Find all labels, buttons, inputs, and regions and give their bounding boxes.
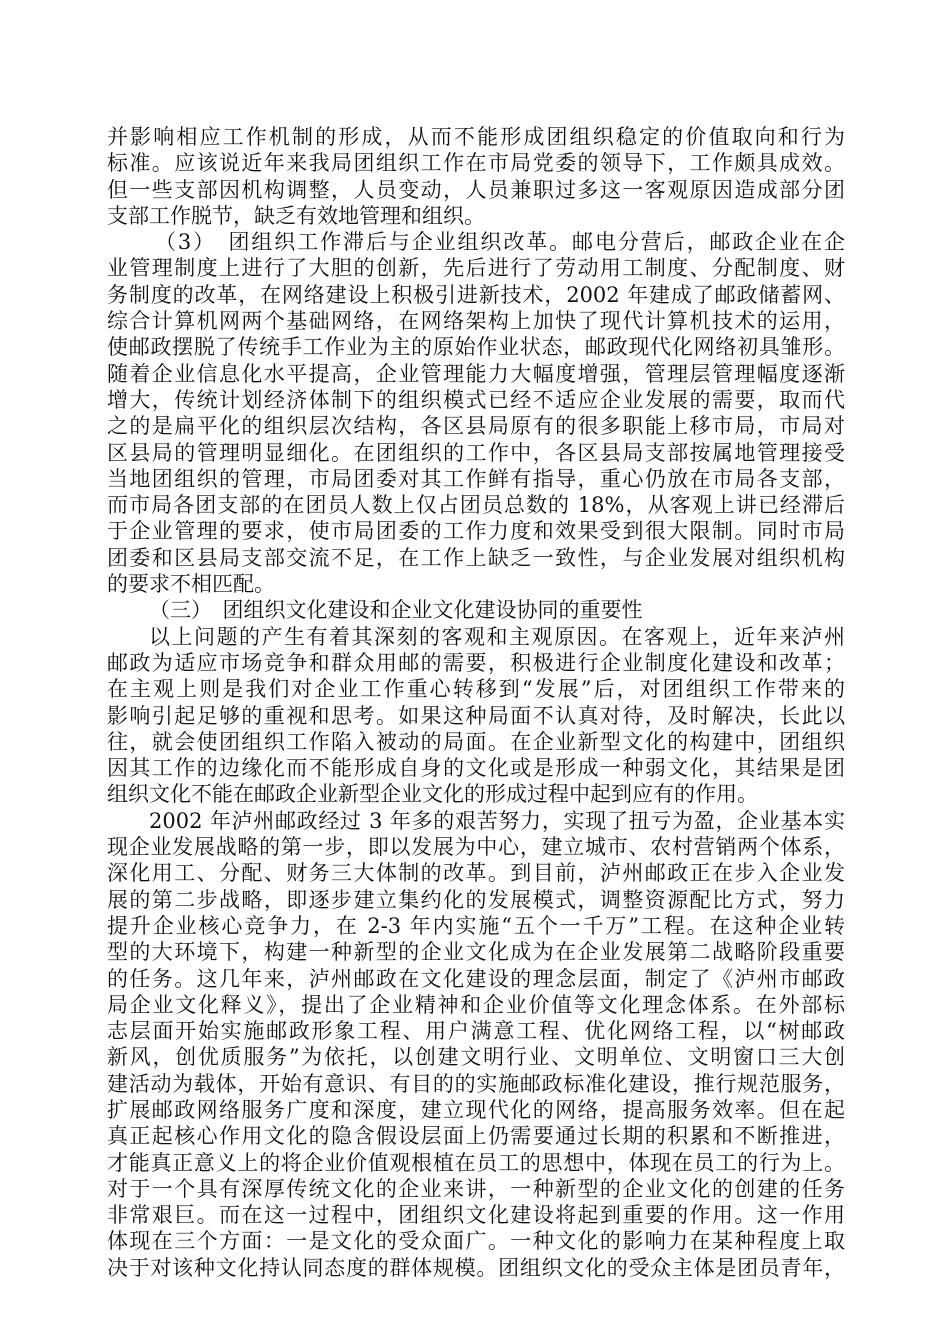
text-line: 真正起核心作用文化的隐含假设层面上仍需要通过长期的积累和不断推进，	[107, 1124, 845, 1149]
text-line: 决于对该种文化持认同态度的群体规模。团组织文化的受众主体是团员青年，	[107, 1255, 845, 1280]
paragraph	[107, 229, 845, 597]
text-line: 增大，传统计划经济体制下的组织模式已经不适应企业发展的需要，取而代	[107, 387, 845, 412]
paragraph	[107, 124, 845, 229]
text-line: 在主观上则是我们对企业工作重心转移到“发展”后，对团组织工作带来的	[107, 677, 845, 702]
text-line: 往，就会使团组织工作陷入被动的局面。在企业新型文化的构建中，团组织	[107, 729, 845, 754]
text-line: 型的大环境下，构建一种新型的企业文化成为在企业发展第二战略阶段重要	[107, 940, 845, 965]
text-line: 使邮政摆脱了传统手工作业为主的原始作业状态，邮政现代化网络初具雏形。	[107, 335, 845, 360]
text-line: 但一些支部因机构调整，人员变动，人员兼职过多这一客观原因造成部分团	[107, 177, 845, 202]
paragraph	[107, 808, 845, 1281]
text-line: 的要求不相匹配。	[107, 572, 275, 597]
text-line: 志层面开始实施邮政形象工程、用户满意工程、优化网络工程，以“树邮政	[107, 1019, 845, 1044]
text-line: 而市局各团支部的在团员人数上仅占团员总数的 18%，从客观上讲已经滞后	[107, 493, 845, 518]
text-line: 体现在三个方面：一是文化的受众面广。一种文化的影响力在某种程度上取	[107, 1229, 845, 1254]
text-line: 的任务。这几年来，泸州邮政在文化建设的理念层面，制定了《泸州市邮政	[107, 966, 845, 991]
text-line: （3） 团组织工作滞后与企业组织改革。邮电分营后，邮政企业在企	[155, 230, 845, 255]
text-line: 团委和区县局支部交流不足，在工作上缺乏一致性，与企业发展对组织机构	[107, 545, 845, 570]
text-line: 对于一个具有深厚传统文化的企业来讲，一种新型的企业文化的创建的任务	[107, 1176, 845, 1201]
text-line: 2002 年泸州邮政经过 3 年多的艰苦努力，实现了扭亏为盈，企业基本实	[149, 808, 845, 833]
document-page	[107, 124, 845, 1281]
text-line: 提升企业核心竞争力，在 2-3 年内实施“五个一千万”工程。在这种企业转	[107, 913, 845, 938]
text-line: 非常艰巨。而在这一过程中，团组织文化建设将起到重要的作用。这一作用	[107, 1203, 845, 1228]
text-line: 综合计算机网两个基础网络，在网络架构上加快了现代计算机技术的运用，	[107, 309, 845, 334]
text-line: 业管理制度上进行了大胆的创新，先后进行了劳动用工制度、分配制度、财	[107, 256, 845, 281]
text-line: 新风，创优质服务”为依托，以创建文明行业、文明单位、文明窗口三大创	[107, 1045, 845, 1070]
text-line: 影响引起足够的重视和思考。如果这种局面不认真对待，及时解决，长此以	[107, 703, 845, 728]
text-line: 当地团组织的管理，市局团委对其工作鲜有指导，重心仍放在市局各支部，	[107, 466, 845, 491]
text-line: 扩展邮政网络服务广度和深度，建立现代化的网络，提高服务效率。但在起	[107, 1097, 845, 1122]
text-line: 现企业发展战略的第一步，即以发展为中心，建立城市、农村营销两个体系，	[107, 835, 845, 860]
text-line: 因其工作的边缘化而不能形成自身的文化或是形成一种弱文化，其结果是团	[107, 756, 845, 781]
text-line: （三） 团组织文化建设和企业文化建设协同的重要性	[149, 598, 643, 623]
text-line: 支部工作脱节，缺乏有效地管理和组织。	[107, 203, 485, 228]
text-line: 才能真正意义上的将企业价值观根植在员工的思想中，体现在员工的行为上。	[107, 1150, 845, 1175]
text-line: 并影响相应工作机制的形成，从而不能形成团组织稳定的价值取向和行为	[107, 125, 845, 149]
text-line: 务制度的改革，在网络建设上积极引进新技术，2002 年建成了邮政储蓄网、	[107, 282, 845, 307]
text-line: 建活动为载体，开始有意识、有目的的实施邮政标准化建设，推行规范服务，	[107, 1071, 845, 1096]
text-line: 局企业文化释义》，提出了企业精神和企业价值等文化理念体系。在外部标	[107, 992, 845, 1017]
text-line: 于企业管理的要求，使市局团委的工作力度和效果受到很大限制。同时市局	[107, 519, 845, 544]
text-line: 组织文化不能在邮政企业新型企业文化的形成过程中起到应有的作用。	[107, 782, 758, 807]
text-line: 标准。应该说近年来我局团组织工作在市局党委的领导下，工作颇具成效。	[107, 151, 845, 176]
text-line: 以上问题的产生有着其深刻的客观和主观原因。在客观上，近年来泸州	[149, 624, 845, 649]
text-line: 深化用工、分配、财务三大体制的改革。到目前，泸州邮政正在步入企业发	[107, 861, 845, 886]
paragraph	[107, 624, 845, 808]
text-line: 展的第二步战略，即逐步建立集约化的发展模式，调整资源配比方式，努力	[107, 887, 845, 912]
text-line: 邮政为适应市场竞争和群众用邮的需要，积极进行企业制度化建设和改革；	[107, 650, 845, 675]
text-line: 随着企业信息化水平提高，企业管理能力大幅度增强，管理层管理幅度逐渐	[107, 361, 845, 386]
text-line: 之的是扁平化的组织层次结构，各区县局原有的很多职能上移市局，市局对	[107, 414, 845, 439]
section-heading	[107, 597, 845, 623]
text-line: 区县局的管理明显细化。在团组织的工作中，各区县局支部按属地管理接受	[107, 440, 845, 465]
